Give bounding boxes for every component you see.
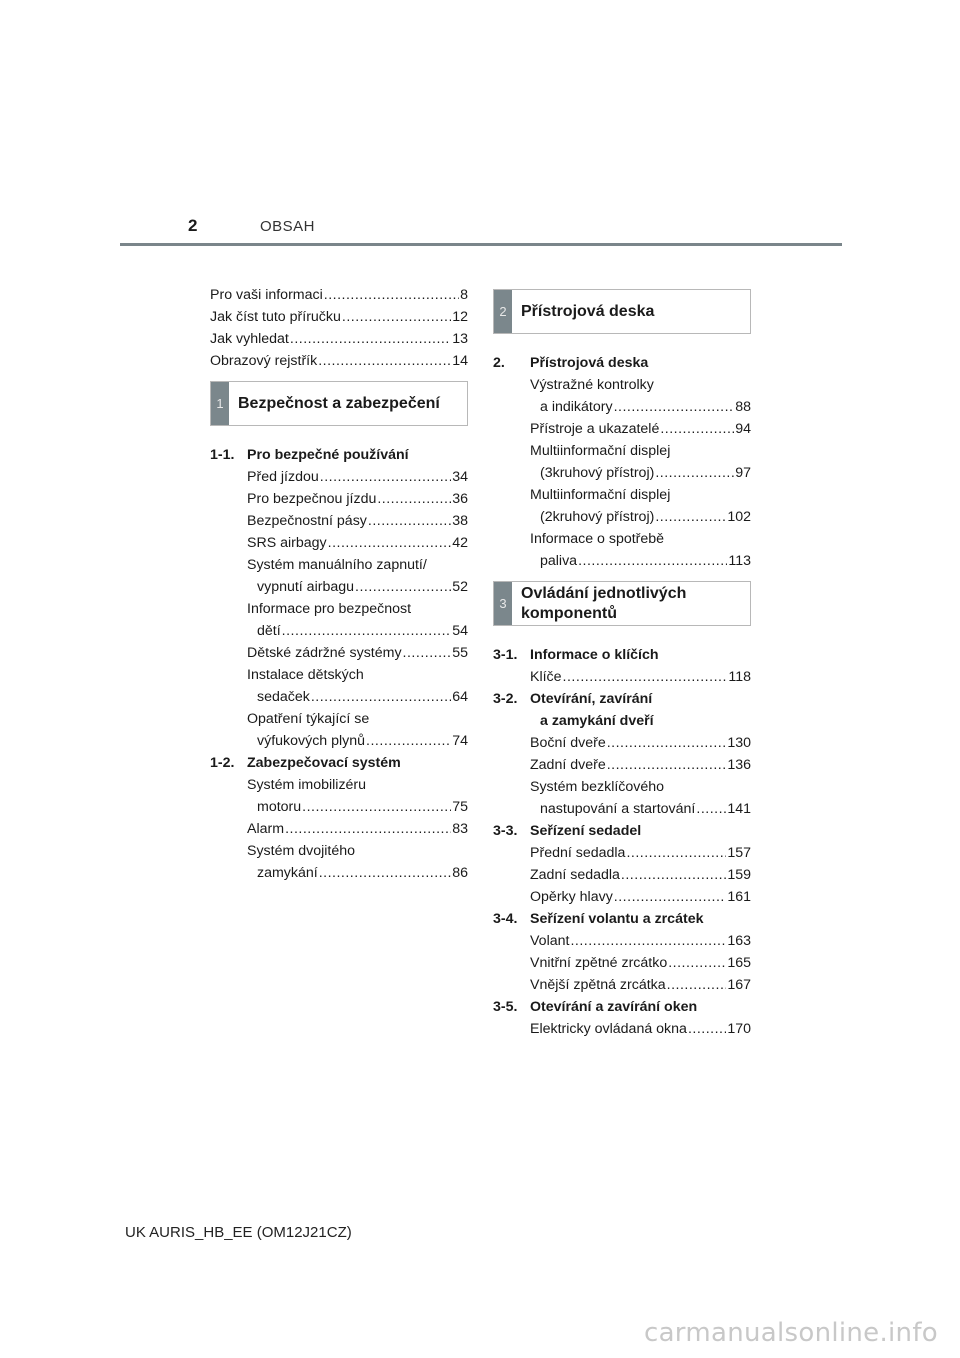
toc-entry[interactable]: Informace o spotřebě paliva ..... 113	[493, 528, 751, 572]
section-heading[interactable]: 3-2. Otevírání, zavírání a zamykání dveří	[493, 691, 654, 729]
chapter-3-header[interactable]	[493, 581, 751, 626]
chapter-title: Přístrojová deska	[521, 302, 655, 320]
toc-entry[interactable]: Opatření týkající se výfukových plynů ..... 74	[210, 708, 468, 752]
toc-left-column	[210, 284, 468, 884]
section-heading[interactable]: 1-1. Pro bezpečné používání	[210, 447, 409, 463]
toc-entry[interactable]: Systém manuálního zapnutí/ vypnutí airbagu ..... 52	[210, 554, 468, 598]
toc-entry[interactable]: Přístroje a ukazatelé ..... 94	[493, 418, 751, 440]
section-heading[interactable]: 2. Přístrojová deska	[493, 355, 649, 371]
watermark: carmanualsonline.info	[643, 1318, 938, 1348]
page-header	[120, 216, 842, 246]
toc-entry[interactable]: Informace pro bezpečnost dětí ..... 54	[210, 598, 468, 642]
chapter-1-header[interactable]	[210, 381, 468, 426]
toc-entry[interactable]: Systém dvojitého zamykání ..... 86	[210, 840, 468, 884]
toc-entry[interactable]: Volant ..... 163	[493, 930, 751, 952]
toc-entry[interactable]: Pro vaši informaci ..... 8	[210, 284, 468, 306]
toc-entry[interactable]: Zadní sedadla ..... 159	[493, 864, 751, 886]
toc-entry[interactable]: Přední sedadla ..... 157	[493, 842, 751, 864]
header-divider	[120, 243, 842, 246]
toc-entry[interactable]: Výstražné kontrolky a indikátory ..... 88	[493, 374, 751, 418]
toc-entry[interactable]: Multiinformační displej (2kruhový přístroj) ..... 102	[493, 484, 751, 528]
toc-entry[interactable]: SRS airbagy ..... 42	[210, 532, 468, 554]
toc-entry[interactable]: Klíče ..... 118	[493, 666, 751, 688]
section-heading[interactable]: 3-4. Seřízení volantu a zrcátek	[493, 911, 704, 927]
chapter-number: 1	[211, 382, 229, 425]
section-heading[interactable]: 3-5. Otevírání a zavírání oken	[493, 999, 698, 1015]
toc-entry[interactable]: Instalace dětských sedaček ..... 64	[210, 664, 468, 708]
toc-entry[interactable]: Bezpečnostní pásy ..... 38	[210, 510, 468, 532]
section-heading[interactable]: 3-3. Seřízení sedadel	[493, 823, 642, 839]
toc-entry[interactable]: Vnitřní zpětné zrcátko ..... 165	[493, 952, 751, 974]
toc-entry[interactable]: Pro bezpečnou jízdu ..... 36	[210, 488, 468, 510]
toc-entry[interactable]: Elektricky ovládaná okna ..... 170	[493, 1018, 751, 1040]
page-number: 2	[188, 216, 198, 235]
chapter-number: 2	[494, 290, 512, 333]
chapter-title: Bezpečnost a zabezpečení	[238, 394, 440, 412]
document-code: UK AURIS_HB_EE (OM12J21CZ)	[125, 1224, 352, 1241]
toc-entry[interactable]: Před jízdou ..... 34	[210, 466, 468, 488]
toc-entry[interactable]: Systém bezklíčového nastupování a startování ..... 141	[493, 776, 751, 820]
toc-entry[interactable]: Multiinformační displej (3kruhový přístroj) ..... 97	[493, 440, 751, 484]
toc-entry[interactable]: Zadní dveře ..... 136	[493, 754, 751, 776]
chapter-title: Ovládání jednotlivých komponentů	[521, 584, 687, 622]
toc-entry[interactable]: Jak číst tuto příručku ..... 12	[210, 306, 468, 328]
chapter-2-header[interactable]	[493, 289, 751, 334]
toc-right-column	[493, 289, 751, 1040]
toc-entry[interactable]: Systém imobilizéru motoru ..... 75	[210, 774, 468, 818]
toc-entry[interactable]: Alarm ..... 83	[210, 818, 468, 840]
toc-entry[interactable]: Obrazový rejstřík ..... 14	[210, 350, 468, 372]
chapter-number: 3	[494, 582, 512, 625]
toc-entry[interactable]: Opěrky hlavy ..... 161	[493, 886, 751, 908]
toc-entry[interactable]: Dětské zádržné systémy ..... 55	[210, 642, 468, 664]
toc-entry[interactable]: Vnější zpětná zrcátka ..... 167	[493, 974, 751, 996]
toc-entry[interactable]: Jak vyhledat ..... 13	[210, 328, 468, 350]
toc-entry[interactable]: Boční dveře ..... 130	[493, 732, 751, 754]
section-heading[interactable]: 3-1. Informace o klíčích	[493, 647, 659, 663]
section-title: OBSAH	[260, 218, 316, 235]
section-heading[interactable]: 1-2. Zabezpečovací systém	[210, 755, 401, 771]
